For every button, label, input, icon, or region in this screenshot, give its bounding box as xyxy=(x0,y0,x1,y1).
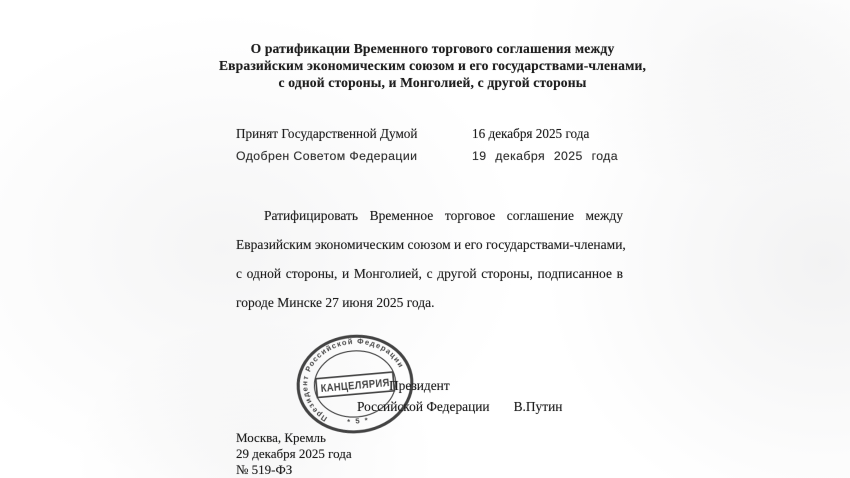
stamp-center-text: КАНЦЕЛЯРИЯ xyxy=(320,376,400,396)
body-line: с одной стороны, и Монголией, с другой стороны, подписанное в xyxy=(236,266,623,281)
document-title xyxy=(180,41,685,92)
approved-by-federation-label: Одобрен Советом Федерации xyxy=(236,149,418,163)
signer-title-line1: Президент xyxy=(389,378,450,393)
adopted-by-duma-row xyxy=(236,126,636,142)
signer-title-line2: Российской Федерации xyxy=(357,399,490,414)
footer-date: 29 декабря 2025 года xyxy=(236,445,352,461)
stamp-ring-text: Президент Российской Федерации xyxy=(300,336,407,424)
body-line: Евразийским экономическим союзом и его государствами-членами, xyxy=(236,237,626,252)
adopted-by-duma-date: 16 декабря 2025 года xyxy=(472,126,590,141)
title-line: с одной стороны, и Монголией, с другой стороны xyxy=(278,74,587,90)
body-line: городе Минске 27 июня 2025 года. xyxy=(236,295,435,310)
signer-name: В.Путин xyxy=(513,399,563,414)
footer-place: Москва, Кремль xyxy=(236,430,326,445)
signature-block xyxy=(357,378,562,415)
ratification-paragraph xyxy=(236,201,626,317)
approved-by-federation-row xyxy=(236,149,636,165)
footer-number: № 519-ФЗ xyxy=(236,461,293,477)
title-line: Евразийским экономическим союзом и его государствами-членами, xyxy=(218,57,647,73)
document-footer xyxy=(236,430,352,477)
approved-by-federation-date: 19 декабря 2025 года xyxy=(472,149,618,163)
title-line: О ратификации Временного торгового соглашения между xyxy=(250,41,615,56)
stamp-bottom-text: * 5 * xyxy=(346,415,370,427)
body-line: Ратифицировать Временное торговое соглашение между xyxy=(264,208,623,223)
adopted-by-duma-label: Принят Государственной Думой xyxy=(236,126,418,141)
